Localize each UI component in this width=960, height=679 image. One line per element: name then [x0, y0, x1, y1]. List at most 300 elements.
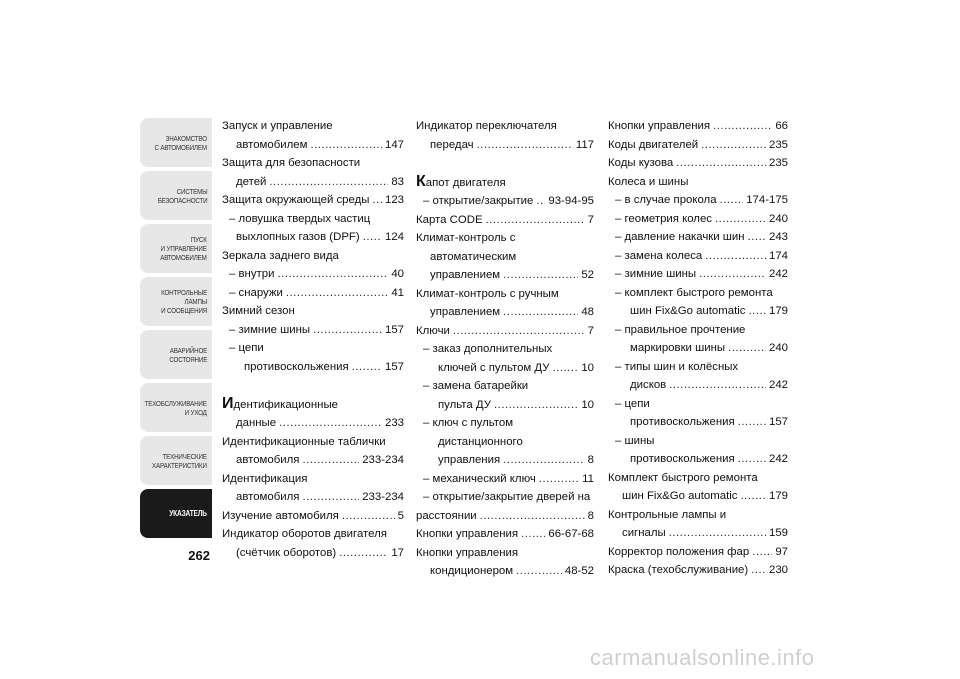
index-line [416, 433, 594, 452]
leader-dots [720, 191, 744, 210]
tab-6[interactable] [140, 436, 212, 485]
tab-5[interactable] [140, 383, 212, 432]
page-ref: 157 [384, 323, 404, 336]
index-line [416, 451, 594, 470]
tab-4[interactable] [140, 330, 212, 379]
page-ref: 233 [384, 417, 404, 429]
page-ref: 93-94-95 [548, 195, 594, 207]
index-line [416, 396, 594, 415]
index-term: автомобиля [236, 491, 300, 503]
index-line [608, 173, 788, 192]
index-term: управления [438, 454, 501, 466]
index-entry [222, 210, 404, 247]
index-term: – замена батарейки [423, 380, 529, 392]
index-line [608, 358, 788, 377]
tab-label: ЗНАКОМСТВО С АВТОМОБИЛЕМ [154, 133, 207, 152]
section-gap [222, 376, 404, 395]
leader-dots [751, 561, 766, 580]
index-entry [608, 469, 788, 506]
leader-dots [503, 266, 578, 285]
index-term: Комплект быстрого ремонта [608, 471, 758, 484]
index-term: дисков [630, 379, 667, 391]
page-ref: 97 [775, 545, 788, 558]
index-line [416, 414, 594, 433]
index-entry [608, 395, 788, 432]
leader-dots [701, 136, 766, 155]
leader-dots [521, 525, 545, 544]
page-ref: 8 [587, 509, 594, 522]
index-line [222, 173, 404, 192]
leader-dots [269, 173, 388, 192]
leader-dots [310, 136, 382, 155]
page-ref: 52 [581, 269, 594, 281]
index-entry [608, 136, 788, 155]
index-line [608, 432, 788, 451]
tab-label: КОНТРОЛЬНЫЕ ЛАМПЫ И СООБЩЕНИЯ [160, 288, 207, 315]
page-ref: 242 [768, 453, 788, 465]
page-ref: 7 [587, 324, 594, 337]
index-line [416, 173, 594, 193]
page-ref: 48 [581, 306, 594, 318]
index-term: – заказ дополнительных [423, 343, 553, 355]
leader-dots [279, 414, 382, 433]
index-entry [416, 322, 594, 341]
page-ref: 233-234 [362, 491, 404, 503]
index-entry [608, 154, 788, 173]
index-line [416, 192, 594, 211]
index-line [608, 413, 788, 432]
leader-dots [705, 247, 766, 266]
page-ref: 157 [384, 360, 404, 373]
index-term: – замена колеса [615, 249, 703, 262]
index-entry [416, 285, 594, 322]
index-entry [608, 543, 788, 562]
index-line [416, 211, 594, 230]
index-term: противоскольжения [244, 360, 349, 373]
index-term: сигналы [622, 527, 666, 539]
index-entry [222, 525, 404, 562]
index-line [608, 191, 788, 210]
leader-dots [715, 210, 766, 229]
index-entry [416, 211, 594, 230]
index-term: – типы шин и колёсных [615, 360, 739, 373]
index-entry [416, 470, 594, 489]
index-entry [416, 525, 594, 544]
index-line [222, 191, 404, 210]
tab-7[interactable] [140, 489, 212, 538]
leader-dots [480, 507, 585, 526]
index-term: шин Fix&Go automatic [622, 490, 738, 502]
index-term: дистанционного [438, 435, 523, 448]
index-term: передач [430, 138, 474, 151]
index-term: Идентификационные таблички [222, 435, 386, 448]
leader-dots [494, 396, 578, 415]
leader-dots [740, 487, 766, 506]
tab-label: СИСТЕМЫ БЕЗОПАСНОСТИ [157, 186, 207, 205]
index-term: Изучение автомобиля [222, 509, 339, 522]
page-ref: 147 [384, 138, 404, 151]
leader-dots [503, 451, 585, 470]
index-line [222, 228, 404, 247]
index-term: – зимние шины [615, 268, 697, 280]
index-entry [608, 432, 788, 469]
leader-dots [752, 543, 772, 562]
index-entry [608, 228, 788, 247]
index-term: Кнопки управления [416, 546, 519, 559]
page-number: 262 [188, 548, 210, 563]
index-term: Зимний сезон [222, 305, 295, 317]
index-term: автомобиля [236, 454, 300, 466]
index-line [608, 561, 788, 580]
index-line [222, 507, 404, 526]
index-term: кондиционером [430, 565, 514, 577]
tab-0[interactable] [140, 118, 212, 167]
index-entry [222, 247, 404, 266]
leader-dots [372, 191, 382, 210]
index-line [608, 395, 788, 414]
page-ref: 159 [768, 527, 788, 539]
index-entry [608, 358, 788, 395]
index-line [222, 210, 404, 229]
index-line [222, 358, 404, 377]
leader-dots [342, 507, 395, 526]
index-entry [222, 470, 404, 507]
page-ref: 123 [384, 194, 404, 206]
index-column-3 [608, 117, 788, 580]
index-term: Контрольные лампы и [608, 508, 727, 521]
index-entry [608, 173, 788, 192]
index-line [416, 266, 594, 285]
page-ref: 230 [768, 564, 788, 576]
index-entry [608, 117, 788, 136]
index-term: противоскольжения [630, 453, 735, 465]
index-term: – ловушка твердых частиц [229, 212, 371, 225]
index-line [222, 451, 404, 470]
index-column-2 [416, 117, 594, 581]
index-term: Запуск и управление [222, 120, 333, 132]
page-ref: 240 [768, 342, 788, 354]
index-term: ключей с пультом ДУ [438, 361, 550, 374]
page-ref: 83 [391, 175, 404, 188]
index-line [222, 395, 404, 415]
index-line [416, 544, 594, 563]
index-entry [222, 117, 404, 154]
index-term: Ключи [416, 324, 450, 337]
section-initial: И [222, 394, 234, 412]
leader-dots [516, 562, 562, 581]
index-entry [416, 192, 594, 211]
leader-dots [477, 136, 573, 155]
leader-dots [352, 358, 382, 377]
tab-label: УКАЗАТЕЛЬ [169, 509, 207, 518]
page-ref: 174-175 [746, 194, 788, 206]
index-term: – правильное прочтение [615, 323, 746, 336]
leader-dots [453, 322, 585, 341]
index-line [608, 136, 788, 155]
index-line [222, 154, 404, 173]
index-entry [222, 395, 404, 433]
tab-3[interactable] [140, 277, 212, 326]
index-line [222, 265, 404, 284]
leader-dots [302, 451, 359, 470]
index-line [416, 248, 594, 267]
index-line [608, 506, 788, 525]
index-term: Кнопки управления [608, 120, 711, 132]
index-term: Защита окружающей среды [222, 194, 370, 206]
leader-dots [669, 376, 766, 395]
leader-dots [313, 321, 382, 340]
index-line [608, 247, 788, 266]
index-term: противоскольжения [630, 416, 735, 428]
index-term: – геометрия колес [615, 212, 712, 225]
index-term: управлением [430, 269, 501, 281]
index-line [608, 210, 788, 229]
index-line [222, 321, 404, 340]
index-line [416, 488, 594, 507]
page-ref: 243 [768, 231, 788, 243]
page-ref: 242 [768, 268, 788, 280]
index-term: – цепи [229, 342, 264, 354]
page-ref: 235 [768, 138, 788, 151]
tab-2[interactable] [140, 224, 212, 273]
page-ref: 41 [391, 286, 404, 299]
index-term: Индикатор оборотов двигателя [222, 528, 387, 540]
index-entry [416, 414, 594, 470]
index-line [222, 488, 404, 507]
index-entry [222, 284, 404, 303]
leader-dots [553, 359, 579, 378]
index-term: Зеркала заднего вида [222, 249, 339, 262]
index-term: – внутри [229, 268, 275, 280]
index-line [222, 414, 404, 433]
index-term: шин Fix&Go automatic [630, 305, 746, 317]
index-line [608, 487, 788, 506]
index-term: расстоянии [416, 509, 477, 522]
index-line [416, 562, 594, 581]
index-line [608, 284, 788, 303]
index-line [608, 339, 788, 358]
index-term: Идентификационные [222, 394, 338, 412]
index-term: детей [236, 175, 267, 188]
leader-dots [669, 524, 766, 543]
index-line [222, 302, 404, 321]
index-entry [222, 191, 404, 210]
index-term: управлением [430, 306, 501, 318]
leader-dots [676, 154, 766, 173]
index-entry [416, 488, 594, 525]
leader-dots [286, 284, 388, 303]
index-term: Капот двигателя [416, 172, 506, 190]
index-line [416, 359, 594, 378]
index-term: – снаружи [229, 286, 283, 299]
index-line [608, 265, 788, 284]
page-ref: 10 [581, 398, 594, 411]
page-ref: 10 [581, 361, 594, 374]
index-entry [416, 544, 594, 581]
tab-1[interactable] [140, 171, 212, 220]
index-line [608, 321, 788, 340]
index-entry [608, 321, 788, 358]
page-ref: 179 [768, 305, 788, 317]
index-entry [608, 265, 788, 284]
index-line [416, 525, 594, 544]
leader-dots [748, 228, 766, 247]
leader-dots [738, 450, 766, 469]
page-ref: 11 [582, 472, 594, 485]
page-ref: 124 [384, 231, 404, 243]
index-term: – шины [615, 434, 655, 447]
index-line [608, 543, 788, 562]
index-line [608, 376, 788, 395]
page-ref: 174 [768, 249, 788, 262]
index-term: маркировки шины [630, 342, 726, 354]
index-entry [608, 210, 788, 229]
index-term: Коды двигателей [608, 138, 699, 151]
index-entry [222, 321, 404, 340]
index-line [608, 524, 788, 543]
index-term: – открытие/закрытие дверей на [423, 491, 591, 503]
index-term: автомобилем [236, 138, 308, 151]
page-ref: 5 [397, 509, 404, 522]
index-term: данные [236, 417, 277, 429]
index-line [416, 377, 594, 396]
index-line [222, 284, 404, 303]
page-ref: 233-234 [362, 454, 404, 466]
index-term: Климат-контроль с ручным [416, 287, 559, 300]
page-ref: 66-67-68 [548, 528, 594, 540]
page-ref: 117 [575, 138, 594, 151]
index-entry [416, 340, 594, 377]
leader-dots [503, 303, 578, 322]
index-line [416, 470, 594, 489]
index-term: – зимние шины [229, 323, 311, 336]
index-line [608, 450, 788, 469]
leader-dots [302, 488, 359, 507]
index-line [416, 136, 594, 155]
index-entry [222, 302, 404, 321]
index-term: пульта ДУ [438, 398, 491, 411]
index-term: – комплект быстрого ремонта [615, 286, 773, 299]
leader-dots [363, 228, 382, 247]
index-term: – открытие/закрытие [423, 195, 534, 207]
index-term: Коды кузова [608, 157, 674, 169]
index-term: автоматическим [430, 250, 517, 263]
index-line [416, 340, 594, 359]
leader-dots [339, 544, 388, 563]
index-line [416, 507, 594, 526]
index-line [416, 303, 594, 322]
page-ref: 240 [768, 212, 788, 225]
watermark: carmanualsonline.info [590, 645, 815, 670]
page-ref: 8 [587, 454, 594, 466]
index-entry [222, 433, 404, 470]
section-gap [416, 154, 594, 173]
index-term: Климат-контроль с [416, 232, 516, 244]
index-term: Защита для безопасности [222, 157, 361, 169]
page-ref: 179 [768, 490, 788, 502]
index-entry [222, 339, 404, 376]
index-entry [222, 507, 404, 526]
index-line [416, 229, 594, 248]
index-entry [608, 506, 788, 543]
index-term: Кнопки управления [416, 528, 519, 540]
page-ref: 17 [391, 546, 404, 559]
page-ref: 157 [768, 416, 788, 428]
index-line [608, 154, 788, 173]
leader-dots [728, 339, 766, 358]
index-term: – ключ с пультом [423, 417, 514, 429]
index-term: Колеса и шины [608, 175, 689, 188]
index-entry [222, 154, 404, 191]
page-ref: 242 [768, 379, 788, 391]
index-line [416, 117, 594, 136]
index-line [222, 433, 404, 452]
index-entry [222, 265, 404, 284]
index-line [222, 544, 404, 563]
index-term: Корректор положения фар [608, 545, 750, 558]
tab-label: ПУСК И УПРАВЛЕНИЕ АВТОМОБИЛЕМ [160, 235, 207, 262]
index-term: – давление накачки шин [615, 231, 745, 243]
index-line [222, 470, 404, 489]
index-term: Карта CODE [416, 213, 483, 226]
index-line [222, 525, 404, 544]
index-line [222, 247, 404, 266]
leader-dots [486, 211, 585, 230]
leader-dots [539, 470, 579, 489]
index-term: Краска (техобслуживание) [608, 564, 749, 576]
index-term: – цепи [615, 397, 650, 410]
index-line [608, 117, 788, 136]
index-line [608, 469, 788, 488]
leader-dots [748, 302, 766, 321]
page-ref: 66 [775, 120, 788, 132]
index-line [222, 339, 404, 358]
tab-label: АВАРИЙНОЕ СОСТОЯНИЕ [169, 345, 207, 364]
page-ref: 7 [587, 213, 594, 226]
index-term: – в случае прокола [615, 194, 717, 206]
index-line [416, 285, 594, 304]
index-entry [608, 247, 788, 266]
index-term: Индикатор переключателя [416, 120, 557, 132]
section-initial: К [416, 172, 426, 190]
index-entry [608, 191, 788, 210]
leader-dots [713, 117, 772, 136]
index-line [416, 322, 594, 341]
page-ref: 235 [768, 157, 788, 169]
leader-dots [738, 413, 766, 432]
index-line [222, 117, 404, 136]
index-column-1 [222, 117, 404, 562]
leader-dots [699, 265, 766, 284]
page-ref: 48-52 [564, 565, 594, 577]
index-line [608, 302, 788, 321]
index-term: Идентификация [222, 472, 308, 485]
index-entry [416, 229, 594, 285]
page-ref: 40 [391, 268, 404, 280]
tab-label: ТЕХНИЧЕСКИЕ ХАРАКТЕРИСТИКИ [152, 451, 207, 470]
leader-dots [277, 265, 388, 284]
index-term: (счётчик оборотов) [236, 546, 337, 559]
index-entry [608, 284, 788, 321]
leader-dots [536, 192, 545, 211]
index-entry [608, 561, 788, 580]
index-entry [416, 377, 594, 414]
index-term: выхлопных газов (DPF) [236, 231, 360, 243]
index-entry [416, 173, 594, 193]
index-line [222, 136, 404, 155]
index-line [608, 228, 788, 247]
tab-label: ТЕХОБСЛУЖИВАНИЕ И УХОД [144, 398, 207, 417]
